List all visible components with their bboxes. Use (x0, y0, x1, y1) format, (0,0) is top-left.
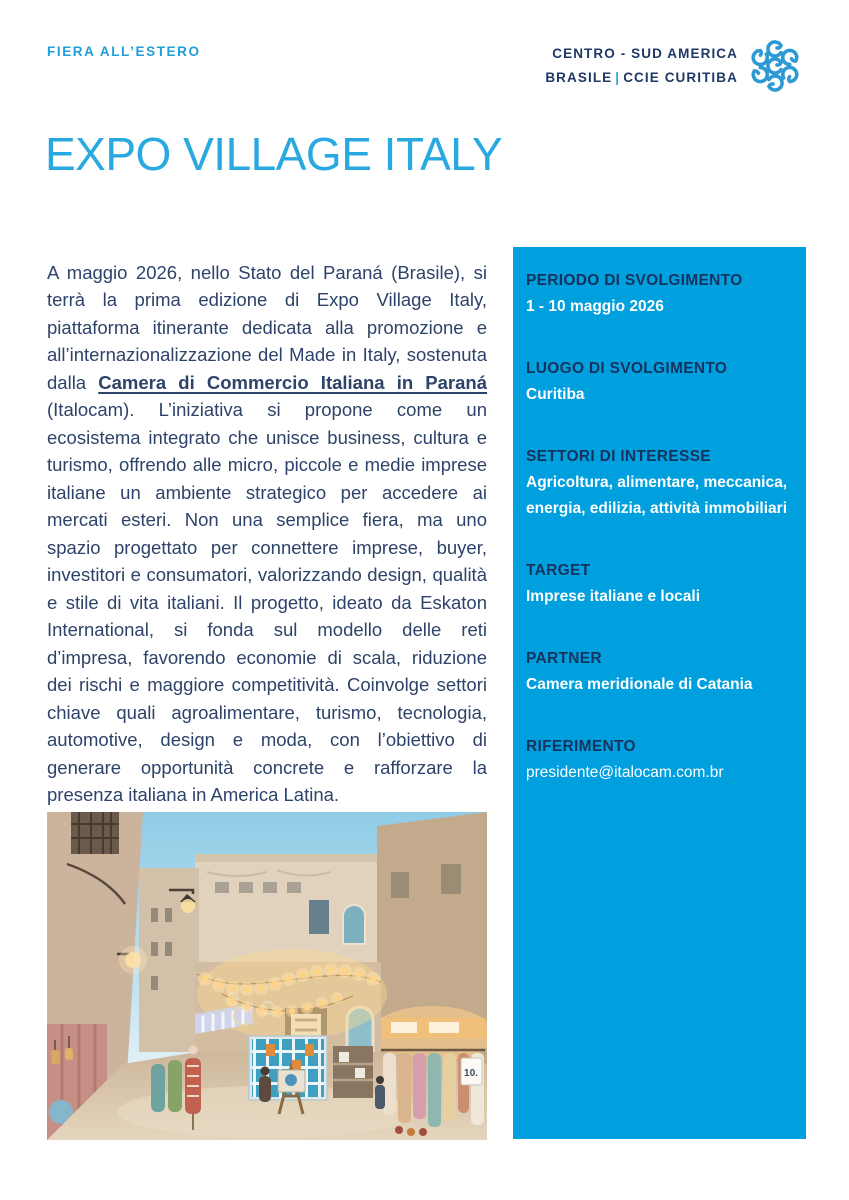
info-value: Agricoltura, alimentare, meccanica, energia, edilizia, attività immobiliari (526, 474, 788, 517)
photo-price-tag: 10. (464, 1068, 478, 1079)
info-section-luogo (526, 356, 790, 408)
photo-tall-building (139, 868, 199, 1052)
article-rest: (Italocam). L’iniziativa si propone come un ecosistema integrato che unisce business, cultura e turismo, offrendo alle micro, piccole e medie imprese italiane un ambiente strategico per accedere ai mercati esteri. Non una semplice fiera, ma uno spazio progettato per connettere imprese, buyer, investitori e consumatori, valorizzando design, qualità e stile di vita italiani. Il progetto, ideato da Eskaton International, si fonda sul modello delle reti d’impresa, favorendo economie di scala, riduzione dei rischi e maggiore competitività. Coinvolge settori chiave quali agroalimentare, turismo, tecnologia, automotive, design e moda, con l’obiettivo di generare opportunità concrete e rafforzare la presenza italiana in America Latina. (47, 399, 487, 805)
org-separator: | (615, 70, 621, 85)
market-street-photo (47, 812, 487, 1140)
org-country: BRASILE (545, 70, 613, 85)
info-value: Camera meridionale di Catania (526, 676, 753, 693)
article-paragraph (47, 259, 487, 809)
info-label: LUOGO DI SVOLGIMENTO (526, 360, 728, 377)
page-title: EXPO VILLAGE ITALY (45, 128, 503, 180)
info-sidebar (513, 247, 806, 1139)
info-label: PERIODO DI SVOLGIMENTO (526, 272, 743, 289)
org-chamber-line (545, 66, 738, 90)
info-value: Curitiba (526, 386, 585, 403)
info-value: Imprese italiane e locali (526, 588, 701, 605)
eyebrow-label: FIERA ALL’ESTERO (47, 44, 201, 59)
org-chamber: CCIE CURITIBA (623, 70, 738, 85)
info-value: 1 - 10 maggio 2026 (526, 298, 664, 315)
info-section-settori (526, 444, 790, 522)
org-header (545, 38, 802, 94)
org-region-line: CENTRO - SUD AMERICA (552, 46, 738, 61)
info-label: RIFERIMENTO (526, 738, 636, 755)
article-intro: A maggio 2026, nello Stato del Paraná (Brasile), si terrà la prima edizione di Expo Village Italy, piattaforma itinerante dedicata alla promozione e all’internazionalizzazione del Made in Italy, sostenuta dalla (47, 261, 487, 393)
org-text (545, 42, 738, 90)
chamber-link[interactable]: Camera di Commercio Italiana in Paraná (98, 371, 488, 393)
info-section-partner (526, 646, 790, 698)
info-section-periodo (526, 268, 790, 320)
info-section-target (526, 558, 790, 610)
info-section-riferimento (526, 734, 790, 786)
info-label: PARTNER (526, 650, 602, 667)
ccie-logo-icon (748, 38, 802, 94)
info-label: TARGET (526, 562, 591, 579)
info-label: SETTORI DI INTERESSE (526, 448, 711, 465)
contact-email[interactable]: presidente@italocam.com.br (526, 764, 724, 781)
